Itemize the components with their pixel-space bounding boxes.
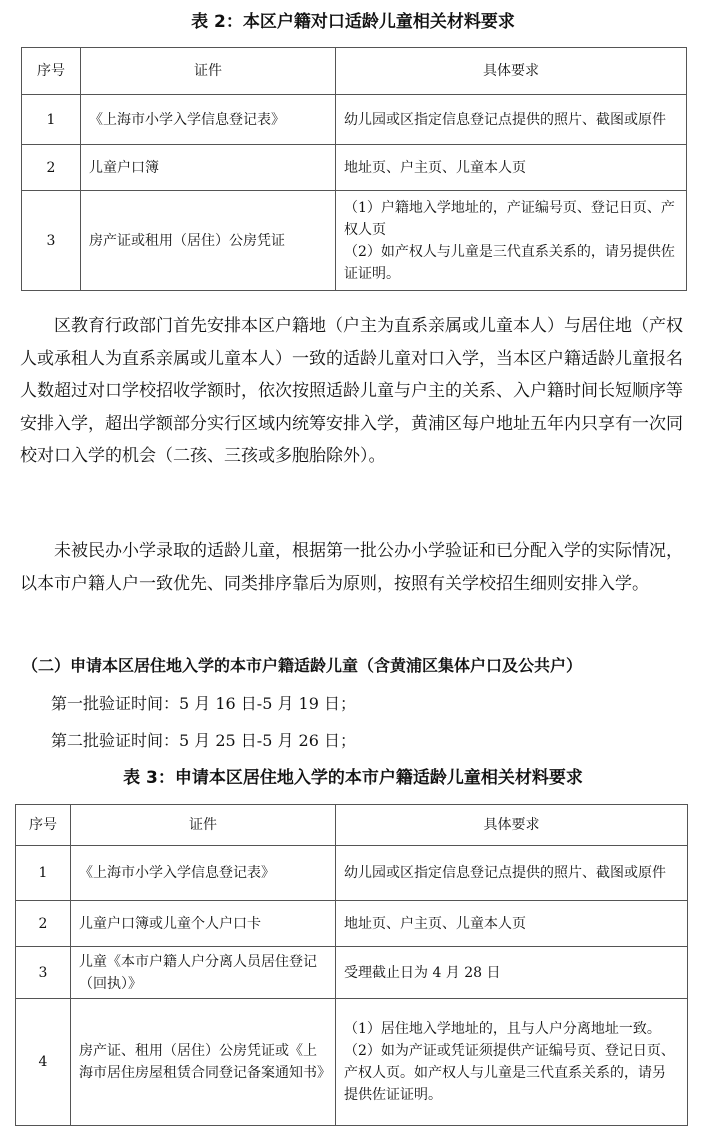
table-row [22, 145, 687, 191]
paragraph-allocation-rules: 区教育行政部门首先安排本区户籍地（户主为直系亲属或儿童本人）与居住地（产权人或承租人为直系亲属或儿童本人）一致的适龄儿童对口入学，当本区户籍适龄儿童报名人数超过对口学校招收学额时，依次按照适龄儿童与户主的关系、入户籍时间长短顺序等安排入学，超出学额部分实行区域内统筹安排入学，黄浦区每户地址五年内只享有一次同校对口入学的机会（二孩、三孩或多胞胎除外）。 [20, 316, 683, 466]
cell-document: 房产证、租用（居住）公房凭证或《上海市居住房屋租赁合同登记备案通知书》 [71, 999, 336, 1126]
table2 [21, 47, 687, 291]
table-row [22, 95, 687, 145]
header-document: 证件 [81, 48, 336, 95]
header-document: 证件 [71, 805, 336, 846]
cell-document: 房产证或租用（居住）公房凭证 [81, 191, 336, 291]
cell-requirement: 受理截止日为 4 月 28 日 [336, 947, 688, 999]
batch1-verification-time: 第一批验证时间：5 月 16 日-5 月 19 日； [51, 694, 357, 713]
table2-caption: 表 2：本区户籍对口适龄儿童相关材料要求 [191, 12, 515, 32]
cell-document: 《上海市小学入学信息登记表》 [81, 95, 336, 145]
table-row [16, 901, 688, 947]
table3-header-row [16, 805, 688, 846]
section-heading: （二）申请本区居住地入学的本市户籍适龄儿童（含黄浦区集体户口及公共户） [22, 656, 583, 675]
header-requirement: 具体要求 [336, 805, 688, 846]
table-row [16, 947, 688, 999]
cell-requirement: （1）户籍地入学地址的，产证编号页、登记日页、产权人页 （2）如产权人与儿童是三代直系关系的，请另提供佐证证明。 [336, 191, 687, 291]
table-row [22, 191, 687, 291]
header-no: 序号 [16, 805, 71, 846]
table3 [15, 804, 688, 1126]
cell-requirement: 地址页、户主页、儿童本人页 [336, 145, 687, 191]
paragraph-private-school-remainder: 未被民办小学录取的适龄儿童，根据第一批公办小学验证和已分配入学的实际情况，以本市户籍人户一致优先、同类排序靠后为原则，按照有关学校招生细则安排入学。 [20, 541, 683, 594]
cell-no: 3 [22, 191, 81, 291]
cell-requirement: 幼儿园或区指定信息登记点提供的照片、截图或原件 [336, 95, 687, 145]
cell-requirement: 幼儿园或区指定信息登记点提供的照片、截图或原件 [336, 846, 688, 901]
cell-document: 儿童户口簿或儿童个人户口卡 [71, 901, 336, 947]
cell-no: 1 [22, 95, 81, 145]
cell-no: 2 [22, 145, 81, 191]
table2-header-row [22, 48, 687, 95]
table-row [16, 846, 688, 901]
cell-no: 4 [16, 999, 71, 1126]
cell-no: 1 [16, 846, 71, 901]
cell-document: 儿童户口簿 [81, 145, 336, 191]
cell-requirement: （1）居住地入学地址的，且与人户分离地址一致。 （2）如为产证或凭证须提供产证编号页、登记日页、产权人页。如产权人与儿童是三代直系关系的，请另提供佐证证明。 [336, 999, 688, 1126]
cell-document: 《上海市小学入学信息登记表》 [71, 846, 336, 901]
cell-no: 2 [16, 901, 71, 947]
header-no: 序号 [22, 48, 81, 95]
cell-document: 儿童《本市户籍人户分离人员居住登记（回执）》 [71, 947, 336, 999]
header-requirement: 具体要求 [336, 48, 687, 95]
batch2-verification-time: 第二批验证时间：5 月 25 日-5 月 26 日； [51, 731, 357, 750]
cell-requirement: 地址页、户主页、儿童本人页 [336, 901, 688, 947]
cell-no: 3 [16, 947, 71, 999]
table3-caption: 表 3：申请本区居住地入学的本市户籍适龄儿童相关材料要求 [123, 768, 583, 788]
table-row [16, 999, 688, 1126]
